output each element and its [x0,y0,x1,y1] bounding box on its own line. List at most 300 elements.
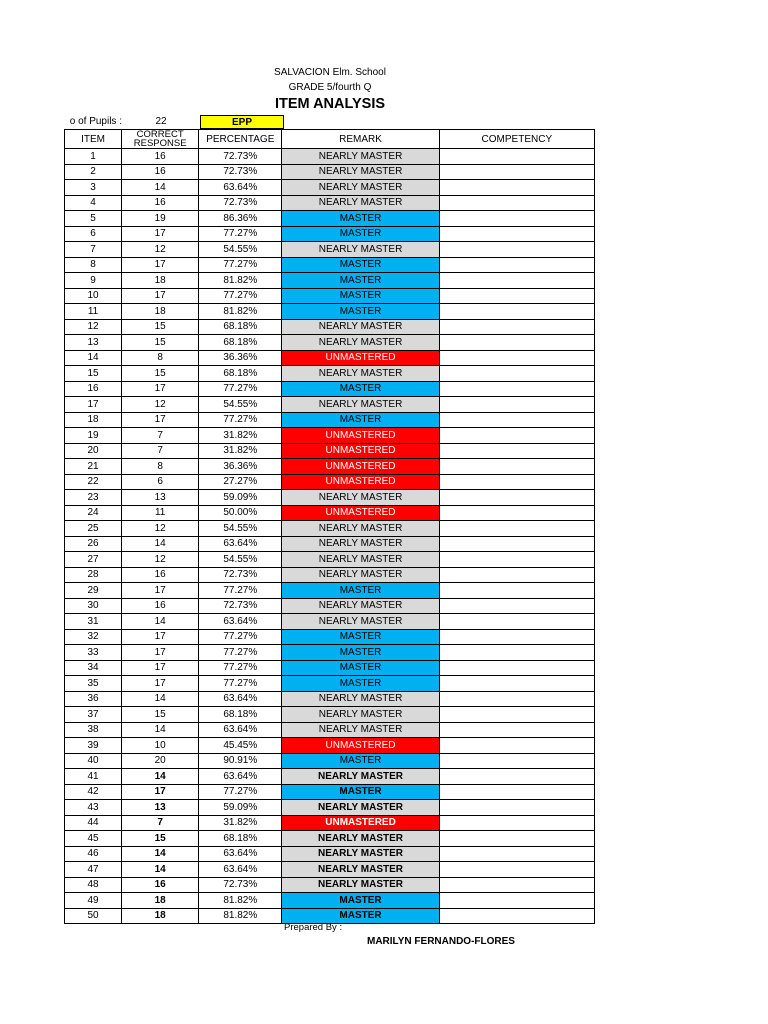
correct-response-cell: 17 [122,257,199,273]
correct-response-cell: 17 [122,288,199,304]
page-title: ITEM ANALYSIS [274,96,386,112]
item-cell: 12 [65,319,122,335]
competency-cell [439,381,594,397]
item-cell: 1 [65,149,122,165]
competency-cell [439,908,594,924]
correct-response-cell: 19 [122,211,199,227]
remark-cell: NEARLY MASTER [282,521,439,537]
table-row [65,180,595,196]
correct-response-cell: 12 [122,552,199,568]
percentage-cell: 81.82% [199,908,282,924]
remark-cell: NEARLY MASTER [282,164,439,180]
percentage-cell: 90.91% [199,753,282,769]
percentage-cell: 31.82% [199,428,282,444]
competency-cell [439,893,594,909]
table-row [65,474,595,490]
item-cell: 17 [65,397,122,413]
percentage-cell: 50.00% [199,505,282,521]
correct-response-cell: 20 [122,753,199,769]
remark-cell: NEARLY MASTER [282,707,439,723]
correct-response-cell: 11 [122,505,199,521]
percentage-cell: 72.73% [199,567,282,583]
table-row [65,536,595,552]
remark-cell: UNMASTERED [282,738,439,754]
item-cell: 41 [65,769,122,785]
correct-response-cell: 17 [122,629,199,645]
correct-response-cell: 18 [122,908,199,924]
competency-cell [439,195,594,211]
percentage-cell: 77.27% [199,583,282,599]
percentage-cell: 63.64% [199,722,282,738]
item-cell: 37 [65,707,122,723]
item-analysis-table [64,129,595,924]
item-cell: 23 [65,490,122,506]
percentage-cell: 68.18% [199,831,282,847]
percentage-cell: 63.64% [199,769,282,785]
competency-cell [439,660,594,676]
competency-cell [439,397,594,413]
table-row [65,753,595,769]
competency-cell [439,257,594,273]
competency-cell [439,490,594,506]
item-cell: 39 [65,738,122,754]
item-cell: 29 [65,583,122,599]
remark-cell: MASTER [282,753,439,769]
item-cell: 11 [65,304,122,320]
percentage-cell: 77.27% [199,784,282,800]
item-cell: 15 [65,366,122,382]
table-row [65,660,595,676]
table-row [65,815,595,831]
percentage-cell: 81.82% [199,273,282,289]
preparer-name: MARILYN FERNANDO-FLORES [367,936,515,947]
pupils-count-value: 22 [155,116,167,127]
remark-cell: UNMASTERED [282,428,439,444]
competency-cell [439,242,594,258]
table-row [65,784,595,800]
correct-response-cell: 15 [122,366,199,382]
correct-response-cell: 14 [122,536,199,552]
item-cell: 13 [65,335,122,351]
table-row [65,381,595,397]
column-header-item: ITEM [65,130,122,149]
item-cell: 22 [65,474,122,490]
table-row [65,397,595,413]
table-row [65,769,595,785]
table-row [65,800,595,816]
remark-cell: NEARLY MASTER [282,149,439,165]
table-row [65,567,595,583]
correct-response-cell: 16 [122,598,199,614]
table-row [65,242,595,258]
remark-cell: NEARLY MASTER [282,598,439,614]
percentage-cell: 77.27% [199,257,282,273]
correct-response-cell: 8 [122,459,199,475]
percentage-cell: 72.73% [199,149,282,165]
remark-cell: NEARLY MASTER [282,722,439,738]
remark-cell: MASTER [282,784,439,800]
table-row [65,412,595,428]
percentage-cell: 63.64% [199,862,282,878]
remark-cell: MASTER [282,676,439,692]
competency-cell [439,877,594,893]
table-row [65,831,595,847]
competency-cell [439,459,594,475]
table-row [65,443,595,459]
remark-cell: MASTER [282,257,439,273]
percentage-cell: 63.64% [199,536,282,552]
percentage-cell: 77.27% [199,676,282,692]
percentage-cell: 72.73% [199,877,282,893]
correct-response-cell: 12 [122,397,199,413]
correct-response-cell: 12 [122,521,199,537]
correct-response-cell: 15 [122,335,199,351]
percentage-cell: 77.27% [199,288,282,304]
item-cell: 38 [65,722,122,738]
remark-cell: NEARLY MASTER [282,862,439,878]
item-cell: 49 [65,893,122,909]
correct-response-cell: 17 [122,226,199,242]
competency-cell [439,366,594,382]
item-cell: 10 [65,288,122,304]
item-cell: 44 [65,815,122,831]
item-cell: 26 [65,536,122,552]
item-cell: 5 [65,211,122,227]
percentage-cell: 27.27% [199,474,282,490]
school-name: SALVACION Elm. School [274,67,386,78]
remark-cell: UNMASTERED [282,474,439,490]
competency-cell [439,645,594,661]
item-cell: 18 [65,412,122,428]
prepared-by-label: Prepared By : [284,922,343,933]
competency-cell [439,629,594,645]
remark-cell: MASTER [282,412,439,428]
table-row [65,304,595,320]
percentage-cell: 72.73% [199,195,282,211]
remark-cell: NEARLY MASTER [282,831,439,847]
percentage-cell: 68.18% [199,319,282,335]
item-cell: 43 [65,800,122,816]
competency-cell [439,691,594,707]
competency-cell [439,350,594,366]
percentage-cell: 36.36% [199,459,282,475]
remark-cell: MASTER [282,908,439,924]
competency-cell [439,598,594,614]
correct-response-cell: 14 [122,769,199,785]
remark-cell: NEARLY MASTER [282,567,439,583]
competency-cell [439,707,594,723]
table-row [65,598,595,614]
percentage-cell: 63.64% [199,614,282,630]
percentage-cell: 77.27% [199,381,282,397]
remark-cell: NEARLY MASTER [282,552,439,568]
item-cell: 32 [65,629,122,645]
remark-cell: NEARLY MASTER [282,490,439,506]
correct-response-cell: 7 [122,428,199,444]
item-cell: 9 [65,273,122,289]
table-row [65,459,595,475]
correct-response-cell: 13 [122,490,199,506]
remark-cell: NEARLY MASTER [282,180,439,196]
correct-response-cell: 8 [122,350,199,366]
correct-response-cell: 17 [122,676,199,692]
remark-cell: MASTER [282,381,439,397]
table-row [65,149,595,165]
competency-cell [439,846,594,862]
column-header-correct-response: CORRECT RESPONSE [122,130,199,149]
correct-response-cell: 16 [122,195,199,211]
subject-badge: EPP [200,115,284,129]
remark-cell: NEARLY MASTER [282,800,439,816]
correct-response-cell: 14 [122,862,199,878]
item-cell: 31 [65,614,122,630]
competency-cell [439,784,594,800]
item-cell: 14 [65,350,122,366]
table-row [65,676,595,692]
correct-response-cell: 14 [122,614,199,630]
correct-response-cell: 12 [122,242,199,258]
percentage-cell: 45.45% [199,738,282,754]
correct-response-cell: 15 [122,707,199,723]
percentage-cell: 77.27% [199,660,282,676]
percentage-cell: 63.64% [199,180,282,196]
item-cell: 8 [65,257,122,273]
correct-response-cell: 18 [122,893,199,909]
table-row [65,629,595,645]
remark-cell: MASTER [282,645,439,661]
table-row [65,195,595,211]
item-cell: 25 [65,521,122,537]
correct-response-cell: 6 [122,474,199,490]
correct-response-cell: 14 [122,846,199,862]
remark-cell: NEARLY MASTER [282,397,439,413]
item-cell: 3 [65,180,122,196]
item-cell: 42 [65,784,122,800]
item-cell: 40 [65,753,122,769]
competency-cell [439,862,594,878]
table-body [65,149,595,924]
correct-response-cell: 15 [122,319,199,335]
remark-cell: MASTER [282,583,439,599]
remark-cell: MASTER [282,660,439,676]
table-row [65,552,595,568]
remark-cell: UNMASTERED [282,815,439,831]
item-cell: 36 [65,691,122,707]
remark-cell: NEARLY MASTER [282,614,439,630]
correct-response-cell: 17 [122,784,199,800]
competency-cell [439,428,594,444]
percentage-cell: 72.73% [199,598,282,614]
column-header-competency: COMPETENCY [439,130,594,149]
competency-cell [439,831,594,847]
item-cell: 7 [65,242,122,258]
item-cell: 2 [65,164,122,180]
correct-response-cell: 17 [122,381,199,397]
remark-cell: MASTER [282,893,439,909]
correct-response-cell: 17 [122,660,199,676]
percentage-cell: 59.09% [199,800,282,816]
table-row [65,428,595,444]
table-row [65,738,595,754]
competency-cell [439,226,594,242]
correct-response-cell: 16 [122,164,199,180]
competency-cell [439,722,594,738]
correct-response-cell: 17 [122,412,199,428]
table-row [65,846,595,862]
item-cell: 6 [65,226,122,242]
correct-response-cell: 10 [122,738,199,754]
column-header-percentage: PERCENTAGE [199,130,282,149]
competency-cell [439,180,594,196]
percentage-cell: 77.27% [199,629,282,645]
percentage-cell: 77.27% [199,226,282,242]
table-row [65,707,595,723]
table-row [65,164,595,180]
item-cell: 33 [65,645,122,661]
item-cell: 45 [65,831,122,847]
percentage-cell: 68.18% [199,366,282,382]
item-cell: 27 [65,552,122,568]
percentage-cell: 59.09% [199,490,282,506]
column-header-remark: REMARK [282,130,439,149]
item-cell: 50 [65,908,122,924]
competency-cell [439,583,594,599]
percentage-cell: 68.18% [199,335,282,351]
competency-cell [439,164,594,180]
remark-cell: NEARLY MASTER [282,242,439,258]
remark-cell: MASTER [282,226,439,242]
competency-cell [439,552,594,568]
percentage-cell: 63.64% [199,691,282,707]
item-cell: 4 [65,195,122,211]
competency-cell [439,273,594,289]
table-row [65,257,595,273]
percentage-cell: 86.36% [199,211,282,227]
competency-cell [439,304,594,320]
item-cell: 48 [65,877,122,893]
remark-cell: MASTER [282,211,439,227]
remark-cell: NEARLY MASTER [282,846,439,862]
remark-cell: UNMASTERED [282,459,439,475]
percentage-cell: 72.73% [199,164,282,180]
table-row [65,862,595,878]
item-cell: 34 [65,660,122,676]
percentage-cell: 81.82% [199,304,282,320]
correct-response-cell: 16 [122,567,199,583]
remark-cell: NEARLY MASTER [282,319,439,335]
percentage-cell: 54.55% [199,521,282,537]
table-row [65,288,595,304]
remark-cell: NEARLY MASTER [282,335,439,351]
table-row [65,211,595,227]
remark-cell: UNMASTERED [282,443,439,459]
pupils-count-label: o of Pupils : [69,116,122,127]
correct-response-cell: 14 [122,691,199,707]
competency-cell [439,536,594,552]
table-row [65,335,595,351]
competency-cell [439,335,594,351]
correct-response-cell: 16 [122,149,199,165]
competency-cell [439,288,594,304]
competency-cell [439,149,594,165]
percentage-cell: 77.27% [199,645,282,661]
table-row [65,722,595,738]
table-row [65,350,595,366]
competency-cell [439,211,594,227]
correct-response-cell: 13 [122,800,199,816]
remark-cell: NEARLY MASTER [282,195,439,211]
correct-response-cell: 14 [122,722,199,738]
competency-cell [439,676,594,692]
competency-cell [439,567,594,583]
remark-cell: NEARLY MASTER [282,536,439,552]
item-cell: 30 [65,598,122,614]
remark-cell: MASTER [282,304,439,320]
correct-response-cell: 7 [122,815,199,831]
table-row [65,490,595,506]
remark-cell: MASTER [282,288,439,304]
table-row [65,226,595,242]
item-cell: 24 [65,505,122,521]
item-cell: 16 [65,381,122,397]
remark-cell: NEARLY MASTER [282,877,439,893]
correct-response-cell: 7 [122,443,199,459]
item-cell: 20 [65,443,122,459]
competency-cell [439,474,594,490]
table-row [65,877,595,893]
table-row [65,521,595,537]
item-cell: 21 [65,459,122,475]
item-cell: 35 [65,676,122,692]
meta-row [64,115,284,129]
correct-response-cell: 17 [122,645,199,661]
remark-cell: MASTER [282,273,439,289]
table-row [65,273,595,289]
table-row [65,583,595,599]
item-cell: 47 [65,862,122,878]
percentage-cell: 68.18% [199,707,282,723]
item-cell: 19 [65,428,122,444]
table-row [65,505,595,521]
competency-cell [439,738,594,754]
competency-cell [439,505,594,521]
table-row [65,893,595,909]
competency-cell [439,521,594,537]
percentage-cell: 81.82% [199,893,282,909]
remark-cell: NEARLY MASTER [282,366,439,382]
item-cell: 46 [65,846,122,862]
table-row [65,691,595,707]
correct-response-cell: 18 [122,273,199,289]
competency-cell [439,753,594,769]
percentage-cell: 54.55% [199,242,282,258]
remark-cell: UNMASTERED [282,505,439,521]
correct-response-cell: 16 [122,877,199,893]
remark-cell: UNMASTERED [282,350,439,366]
correct-response-cell: 18 [122,304,199,320]
percentage-cell: 54.55% [199,397,282,413]
competency-cell [439,815,594,831]
percentage-cell: 36.36% [199,350,282,366]
item-cell: 28 [65,567,122,583]
competency-cell [439,800,594,816]
percentage-cell: 77.27% [199,412,282,428]
table-row [65,645,595,661]
remark-cell: NEARLY MASTER [282,769,439,785]
table-row [65,366,595,382]
percentage-cell: 31.82% [199,443,282,459]
competency-cell [439,443,594,459]
